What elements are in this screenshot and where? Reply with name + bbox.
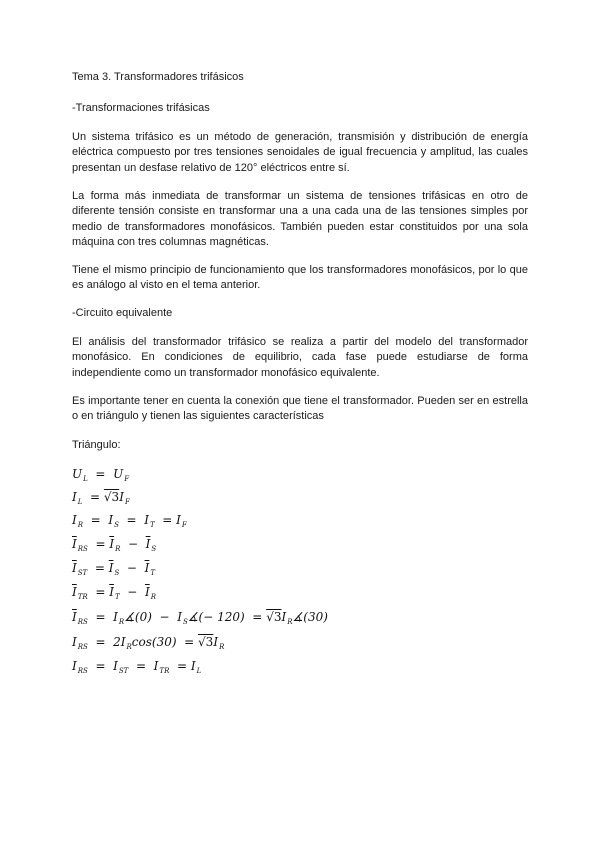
equation-irs-phasor: $\overline{I}_{RS}$ = $I_R∡(0)$ − $I_S∡(- 120)$ = $√3I_R∡(30)$: [72, 610, 328, 626]
equation-il-root3-if: $I_L = √3I_F$: [72, 490, 130, 506]
triangle-label: Triángulo:: [72, 439, 121, 451]
equation-ir-is-it-if: $I_R = I_S = I_T = I_F$: [72, 513, 187, 529]
equation-itr-vector: $\overline{I}_{TR} = \overline{I}_T - \overline{I}_R$: [72, 585, 156, 601]
paragraph-sistema-trifasico: Un sistema trifásico es un método de generación, transmisión y distribución de energía eléctrica compuesto por tres tensiones senoidales de igual frecuencia y amplitud, las cuales presentan un desfase relativo de 120° eléctricos entre sí.: [72, 131, 528, 174]
equation-irs-cos: $I_{RS} = 2I_R\cos(30) = √3I_R$: [72, 635, 225, 651]
section-heading-circuito: -Circuito equivalente: [72, 307, 173, 319]
paragraph-forma-inmediata: La forma más inmediata de transformar un sistema de tensiones trifásicas en otro de diferente tensión consiste en transformar una a una cada una de las tensiones simples por medio de transformadores monofásicos. También pueden estar constituidos por una sola máquina con tres columnas magnéticas.: [72, 190, 528, 248]
paragraph-conexion: Es importante tener en cuenta la conexión que tiene el transformador. Pueden ser en estrella o en triángulo y tienen las siguientes características: [72, 395, 528, 423]
section-heading-transformaciones: -Transformaciones trifásicas: [72, 102, 210, 114]
equation-irs-ist-itr-il: $I_{RS} = I_{ST} = I_{TR} = I_L$: [72, 659, 202, 675]
equation-ist-vector: $\overline{I}_{ST} = \overline{I}_S - \overline{I}_T$: [72, 561, 155, 577]
equation-irs-vector: $\overline{I}_{RS} = \overline{I}_R - \overline{I}_S$: [72, 537, 157, 553]
paragraph-principio: Tiene el mismo principio de funcionamiento que los transformadores monofásicos, por lo que es análogo al visto en el tema anterior.: [72, 264, 528, 292]
paragraph-analisis: El análisis del transformador trifásico se realiza a partir del modelo del transformador monofásico. En condiciones de equilibrio, cada fase puede estudiarse de forma independiente como un transformador monofásico equivalente.: [72, 336, 528, 379]
document-title: Tema 3. Transformadores trifásicos: [72, 71, 244, 83]
equation-ul-uf: $U_L = U_F$: [72, 467, 130, 483]
